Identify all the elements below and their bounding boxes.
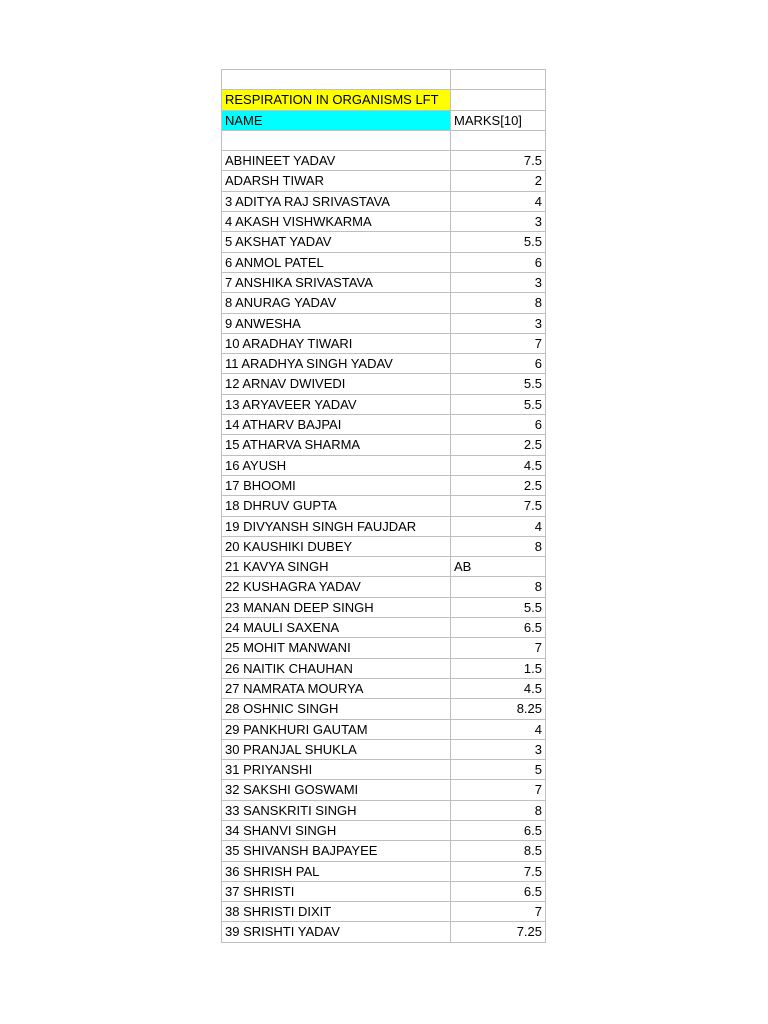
table-row [222,577,546,597]
student-name-cell[interactable]: 34 SHANVI SINGH [222,821,451,841]
student-mark-cell[interactable]: 5.5 [451,598,546,618]
student-name-cell[interactable]: 4 AKASH VISHWKARMA [222,212,451,232]
table-row [222,476,546,496]
marks-column-header[interactable]: MARKS[10] [451,111,546,131]
table-row [222,232,546,252]
empty-row [222,70,546,90]
student-mark-cell[interactable]: 8.25 [451,699,546,719]
student-name-cell[interactable]: 20 KAUSHIKI DUBEY [222,537,451,557]
table-row [222,801,546,821]
student-mark-cell[interactable]: 1.5 [451,659,546,679]
student-name-cell[interactable]: ABHINEET YADAV [222,151,451,171]
student-name-cell[interactable]: 30 PRANJAL SHUKLA [222,740,451,760]
table-row [222,354,546,374]
table-row [222,902,546,922]
student-name-cell[interactable]: 33 SANSKRITI SINGH [222,801,451,821]
empty-cell[interactable] [451,131,546,151]
student-name-cell[interactable]: 17 BHOOMI [222,476,451,496]
student-mark-cell[interactable]: 3 [451,314,546,334]
student-mark-cell[interactable]: 7.5 [451,151,546,171]
table-row [222,659,546,679]
student-mark-cell[interactable]: 3 [451,212,546,232]
student-name-cell[interactable]: 19 DIVYANSH SINGH FAUJDAR [222,517,451,537]
student-name-cell[interactable]: 36 SHRISH PAL [222,862,451,882]
empty-cell[interactable] [222,131,451,151]
table-row [222,314,546,334]
student-name-cell[interactable]: 14 ATHARV BAJPAI [222,415,451,435]
table-row [222,212,546,232]
table-row [222,496,546,516]
student-name-cell[interactable]: ADARSH TIWAR [222,171,451,191]
student-name-cell[interactable]: 22 KUSHAGRA YADAV [222,577,451,597]
table-row [222,374,546,394]
student-mark-cell[interactable]: 8 [451,537,546,557]
student-name-cell[interactable]: 37 SHRISTI [222,882,451,902]
student-name-cell[interactable]: 8 ANURAG YADAV [222,293,451,313]
student-name-cell[interactable]: 15 ATHARVA SHARMA [222,435,451,455]
student-mark-cell[interactable]: 6.5 [451,882,546,902]
table-row [222,638,546,658]
student-name-cell[interactable]: 25 MOHIT MANWANI [222,638,451,658]
table-row [222,780,546,800]
empty-cell[interactable] [451,70,546,90]
title-row [222,90,546,110]
table-row [222,273,546,293]
empty-cell[interactable] [222,70,451,90]
table-row [222,679,546,699]
student-mark-cell[interactable]: 6 [451,354,546,374]
marks-sheet [221,69,546,943]
student-name-cell[interactable]: 12 ARNAV DWIVEDI [222,374,451,394]
table-row [222,821,546,841]
table-row [222,517,546,537]
table-row [222,293,546,313]
student-name-cell[interactable]: 5 AKSHAT YADAV [222,232,451,252]
student-mark-cell[interactable]: 4.5 [451,679,546,699]
table-row [222,334,546,354]
table-row [222,253,546,273]
student-mark-cell[interactable]: 4 [451,192,546,212]
student-mark-cell[interactable]: 5.5 [451,232,546,252]
student-name-cell[interactable]: 29 PANKHURI GAUTAM [222,720,451,740]
table-row [222,618,546,638]
student-mark-cell[interactable]: 2.5 [451,435,546,455]
student-name-cell[interactable]: 11 ARADHYA SINGH YADAV [222,354,451,374]
student-name-cell[interactable]: 31 PRIYANSHI [222,760,451,780]
student-name-cell[interactable]: 27 NAMRATA MOURYA [222,679,451,699]
empty-cell[interactable] [451,90,546,110]
table-row [222,760,546,780]
student-mark-cell[interactable]: 4 [451,517,546,537]
student-name-cell[interactable]: 10 ARADHAY TIWARI [222,334,451,354]
student-name-cell[interactable]: 13 ARYAVEER YADAV [222,395,451,415]
student-rows [222,151,546,943]
table-row [222,151,546,171]
table-row [222,841,546,861]
student-name-cell[interactable]: 39 SRISHTI YADAV [222,922,451,942]
student-mark-cell[interactable]: 8 [451,577,546,597]
sheet-title[interactable]: RESPIRATION IN ORGANISMS LFT [222,90,451,110]
student-mark-cell[interactable]: 6.5 [451,821,546,841]
name-column-header[interactable]: NAME [222,111,451,131]
table-row [222,537,546,557]
header-row [222,111,546,131]
student-name-cell[interactable]: 32 SAKSHI GOSWAMI [222,780,451,800]
empty-row [222,131,546,151]
student-name-cell[interactable]: 6 ANMOL PATEL [222,253,451,273]
table-row [222,435,546,455]
table-row [222,598,546,618]
student-mark-cell[interactable]: 2.5 [451,476,546,496]
student-mark-cell[interactable]: 3 [451,740,546,760]
student-name-cell[interactable]: 26 NAITIK CHAUHAN [222,659,451,679]
student-mark-cell[interactable]: 3 [451,273,546,293]
student-mark-cell[interactable]: 8.5 [451,841,546,861]
student-mark-cell[interactable]: 8 [451,293,546,313]
student-mark-cell[interactable]: 8 [451,801,546,821]
student-mark-cell[interactable]: 7.5 [451,862,546,882]
table-row [222,740,546,760]
table-row [222,557,546,577]
table-row [222,395,546,415]
student-mark-cell[interactable]: 7 [451,638,546,658]
student-mark-cell[interactable]: 2 [451,171,546,191]
student-mark-cell[interactable]: AB [451,557,546,577]
student-mark-cell[interactable]: 6 [451,253,546,273]
table-row [222,922,546,942]
student-mark-cell[interactable]: 7 [451,334,546,354]
student-mark-cell[interactable]: 7 [451,780,546,800]
student-name-cell[interactable]: 24 MAULI SAXENA [222,618,451,638]
student-mark-cell[interactable]: 7.25 [451,922,546,942]
student-name-cell[interactable]: 35 SHIVANSH BAJPAYEE [222,841,451,861]
student-mark-cell[interactable]: 4 [451,720,546,740]
student-name-cell[interactable]: 16 AYUSH [222,456,451,476]
student-mark-cell[interactable]: 6.5 [451,618,546,638]
student-mark-cell[interactable]: 4.5 [451,456,546,476]
student-name-cell[interactable]: 28 OSHNIC SINGH [222,699,451,719]
table-row [222,720,546,740]
table-row [222,192,546,212]
student-name-cell[interactable]: 38 SHRISTI DIXIT [222,902,451,922]
student-name-cell[interactable]: 18 DHRUV GUPTA [222,496,451,516]
student-name-cell[interactable]: 21 KAVYA SINGH [222,557,451,577]
student-mark-cell[interactable]: 5.5 [451,395,546,415]
student-name-cell[interactable]: 9 ANWESHA [222,314,451,334]
student-mark-cell[interactable]: 5 [451,760,546,780]
student-name-cell[interactable]: 3 ADITYA RAJ SRIVASTAVA [222,192,451,212]
table-row [222,456,546,476]
student-name-cell[interactable]: 7 ANSHIKA SRIVASTAVA [222,273,451,293]
student-mark-cell[interactable]: 6 [451,415,546,435]
table-row [222,862,546,882]
student-mark-cell[interactable]: 7 [451,902,546,922]
table-row [222,171,546,191]
table-row [222,699,546,719]
table-row [222,415,546,435]
student-mark-cell[interactable]: 5.5 [451,374,546,394]
student-mark-cell[interactable]: 7.5 [451,496,546,516]
student-name-cell[interactable]: 23 MANAN DEEP SINGH [222,598,451,618]
table-row [222,882,546,902]
